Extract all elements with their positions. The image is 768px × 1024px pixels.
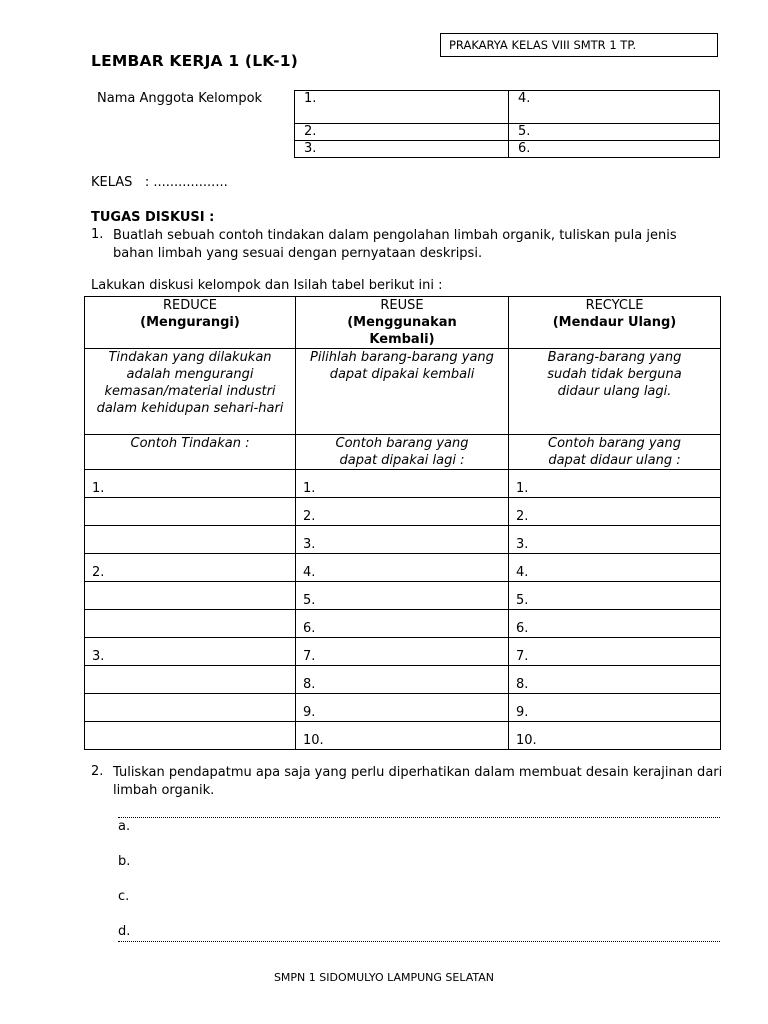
members-label: Nama Anggota Kelompok: [97, 91, 263, 106]
question-1-text: Buatlah sebuah contoh tindakan dalam pengolahan limbah organik, tuliskan pula jenis bahan limbah yang sesuai dengan pernyataan deskripsi.: [113, 228, 677, 261]
question-number: 2.: [91, 764, 104, 779]
column-heading: REUSE: [380, 298, 424, 313]
example-label: Contoh Tindakan :: [85, 435, 296, 470]
column-subheading: (Mendaur Ulang): [552, 315, 677, 330]
answer-cell[interactable]: [85, 666, 296, 694]
header-reduce: [85, 297, 296, 349]
member-cell[interactable]: 1.: [295, 91, 509, 124]
answer-cell[interactable]: 5.: [296, 582, 509, 610]
answer-cell[interactable]: [85, 582, 296, 610]
subject-label-box: PRAKARYA KELAS VIII SMTR 1 TP.: [440, 33, 718, 57]
answer-cell[interactable]: 2.: [296, 498, 509, 526]
answer-cell[interactable]: 6.: [509, 610, 721, 638]
answer-cell[interactable]: 4.: [296, 554, 509, 582]
member-cell[interactable]: 3.: [295, 141, 509, 158]
answer-cell[interactable]: 8.: [296, 666, 509, 694]
member-cell[interactable]: 6.: [509, 141, 720, 158]
answer-cell[interactable]: [85, 610, 296, 638]
answer-cell[interactable]: 9.: [296, 694, 509, 722]
answer-cell[interactable]: 10.: [296, 722, 509, 750]
header-recycle: [509, 297, 721, 349]
answer-cell[interactable]: [85, 498, 296, 526]
answer-dotted-line: [118, 941, 720, 942]
description-cell: Pilihlah barang-barang yang dapat dipakai kembali: [296, 349, 509, 435]
discussion-table: [84, 296, 721, 750]
answer-cell[interactable]: 7.: [296, 638, 509, 666]
answer-cell[interactable]: 5.: [509, 582, 721, 610]
description-cell: Tindakan yang dilakukan adalah mengurangi kemasan/material industri dalam kehidupan sehari-hari: [85, 349, 296, 435]
answer-item-c[interactable]: c.: [118, 889, 130, 904]
example-label: Contoh barang yang dapat dipakai lagi :: [296, 435, 509, 470]
answer-item-a[interactable]: a.: [118, 819, 131, 834]
column-heading: RECYCLE: [585, 298, 644, 313]
document-title: LEMBAR KERJA 1 (LK-1): [91, 52, 299, 70]
member-cell[interactable]: 5.: [509, 124, 720, 141]
members-table: [294, 90, 720, 158]
answer-cell[interactable]: 7.: [509, 638, 721, 666]
answer-cell[interactable]: 1.: [85, 470, 296, 498]
answer-cell[interactable]: 2.: [85, 554, 296, 582]
description-cell: Barang-barang yang sudah tidak berguna didaur ulang lagi.: [509, 349, 721, 435]
answer-cell[interactable]: 9.: [509, 694, 721, 722]
answer-cell[interactable]: [85, 526, 296, 554]
answer-cell[interactable]: 10.: [509, 722, 721, 750]
school-footer: SMPN 1 SIDOMULYO LAMPUNG SELATAN: [273, 971, 495, 984]
example-label: Contoh barang yang dapat didaur ulang :: [509, 435, 721, 470]
column-subheading: (Mengurangi): [140, 315, 240, 330]
answer-cell[interactable]: 6.: [296, 610, 509, 638]
member-cell[interactable]: 2.: [295, 124, 509, 141]
task-title: TUGAS DISKUSI :: [91, 210, 215, 225]
answer-cell[interactable]: 3.: [509, 526, 721, 554]
header-reuse: [296, 297, 509, 349]
answer-cell[interactable]: 8.: [509, 666, 721, 694]
member-cell[interactable]: 4.: [509, 91, 720, 124]
answer-cell[interactable]: 4.: [509, 554, 721, 582]
question-number: 1.: [91, 227, 104, 242]
answer-cell[interactable]: [85, 694, 296, 722]
table-instruction: Lakukan diskusi kelompok dan Isilah tabel berikut ini :: [91, 278, 443, 293]
answer-item-d[interactable]: d.: [118, 924, 131, 939]
answer-dotted-line: [118, 817, 720, 818]
column-subheading: (Menggunakan Kembali): [347, 315, 457, 347]
answer-cell[interactable]: [85, 722, 296, 750]
column-heading: REDUCE: [162, 298, 218, 313]
question-2-text: Tuliskan pendapatmu apa saja yang perlu diperhatikan dalam membuat desain kerajinan dari limbah organik.: [113, 765, 723, 798]
answer-cell[interactable]: 1.: [509, 470, 721, 498]
answer-cell[interactable]: 1.: [296, 470, 509, 498]
class-field[interactable]: KELAS : ..................: [91, 175, 228, 190]
answer-item-b[interactable]: b.: [118, 854, 131, 869]
answer-cell[interactable]: 2.: [509, 498, 721, 526]
answer-cell[interactable]: 3.: [85, 638, 296, 666]
answer-cell[interactable]: 3.: [296, 526, 509, 554]
